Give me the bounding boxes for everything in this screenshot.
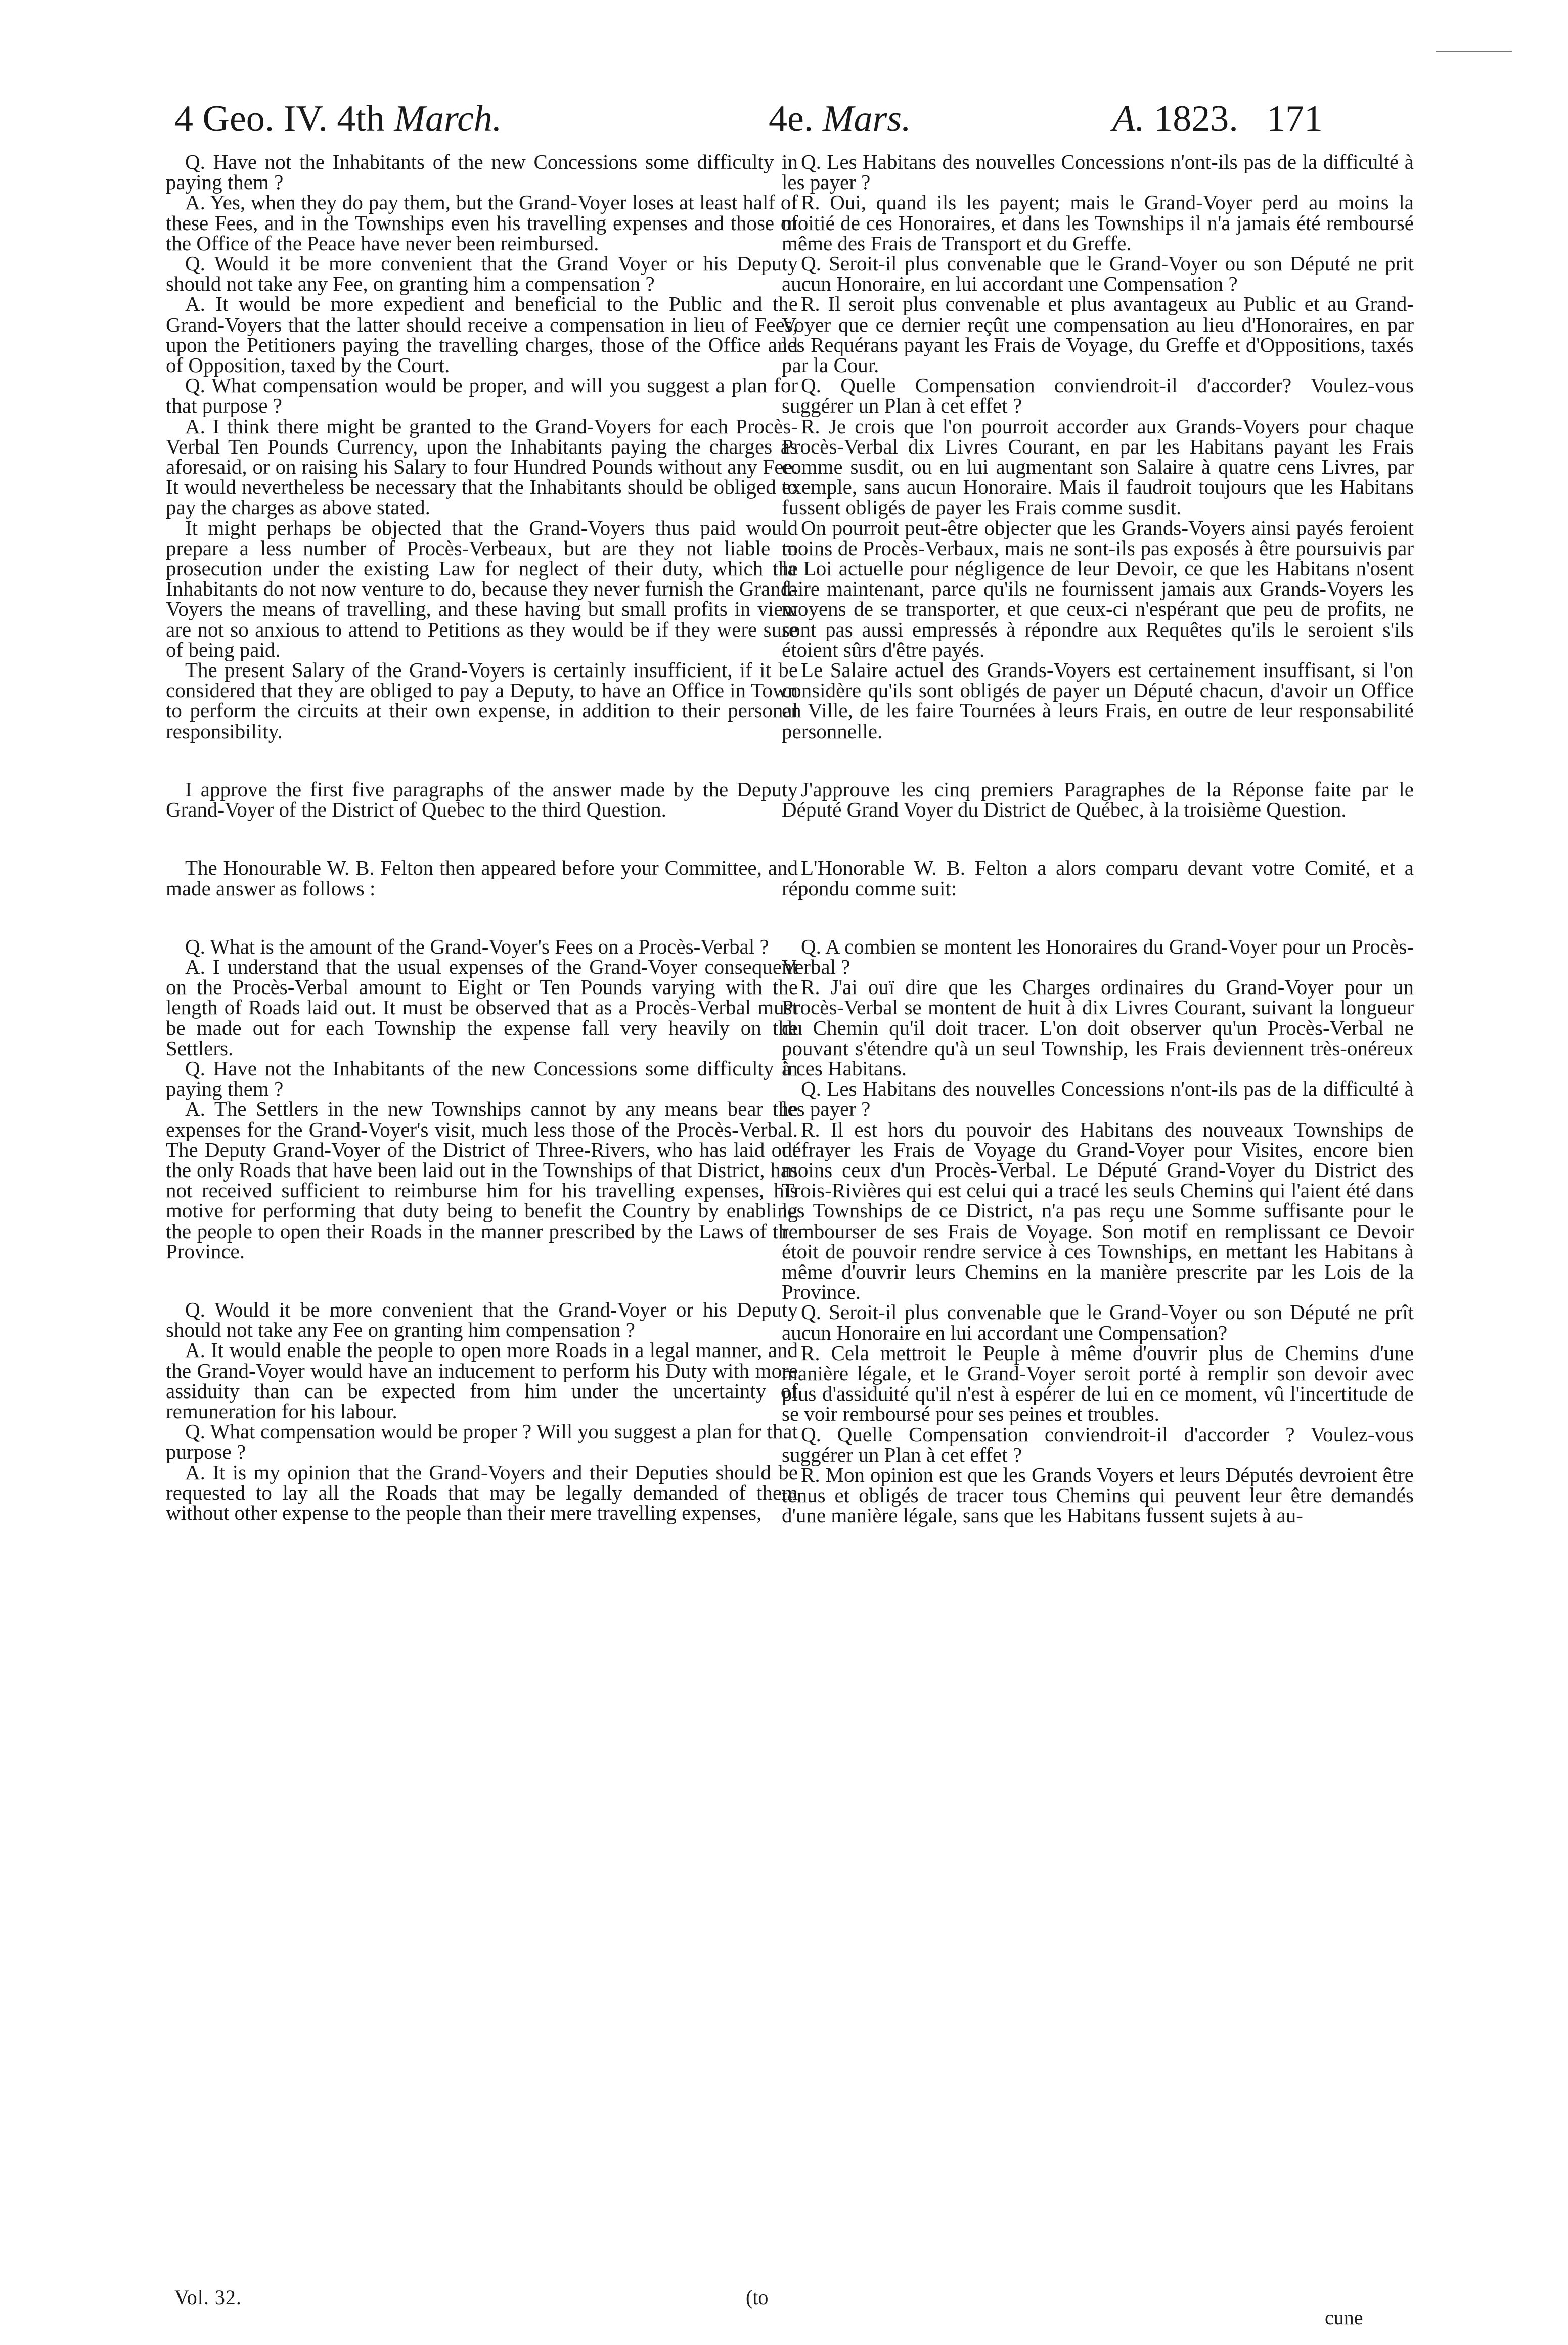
paragraph: The present Salary of the Grand-Voyers is certainly insufficient, if it be considered that they are obliged to pay a Deputy, to have an Office in Town to perform the circuits at their own expense, in addition to their personal responsibility. <box>166 658 798 743</box>
catchword-fr: cune <box>1325 2306 1363 2329</box>
paragraph: A. It would be more expedient and beneficial to the Public and the Grand-Voyers that the latter should receive a compensation in lieu of Fees, upon the Petitioners paying the travelling charges, those of the Office and of Opposition, taxed by the Court. <box>166 292 798 377</box>
paragraph: Q. What compensation would be proper, and will you suggest a plan for that purpose ? <box>166 374 798 418</box>
paragraph: R. Cela mettroit le Peuple à même d'ouvrir plus de Chemins d'une manière légale, et le Grand-Voyer seroit porté à remplir son devoir avec plus d'assiduité qu'il n'est à espérer de lui en ce moment, vû l'incertitude de se voir remboursé pour ses peines et troubles. <box>782 1341 1414 1426</box>
paragraph: Q. Have not the Inhabitants of the new Concessions some difficulty in paying them ? <box>166 150 798 194</box>
paragraph: Q. Would it be more convenient that the Grand-Voyer or his Deputy should not take any Fee on granting him compensation ? <box>166 1297 798 1342</box>
paragraph: R. Il seroit plus convenable et plus avantageux au Public et au Grand-Voyer que ce dernier reçût une compensation au lieu d'Honoraires, en par les Requérans payant les Frais de Voyage, du Greffe et d'Oppositions, taxés par la Cour. <box>782 292 1414 377</box>
paragraph: Q. Would it be more convenient that the Grand Voyer or his Deputy should not take any Fee, on granting him a compensation ? <box>166 252 798 296</box>
header-left <box>174 99 502 139</box>
header-month-fr: Mars. <box>822 98 911 140</box>
paragraph: Q. Seroit-il plus convenable que le Grand-Voyer ou son Député ne prît aucun Honoraire en lui accordant une Compensation? <box>782 1300 1414 1344</box>
paragraph: Q. Les Habitans des nouvelles Concessions n'ont-ils pas de la difficulté à les payer ? <box>782 150 1414 194</box>
paragraph: R. Mon opinion est que les Grands Voyers et leurs Députés devroient être tenus et obligés de tracer tous Chemins qui peuvent leur être demandés d'une manière légale, sans que les Habitans fussent sujets à au- <box>782 1463 1414 1527</box>
paragraph: A. I understand that the usual expenses of the Grand-Voyer consequent on the Procès-Verbal amount to Eight or Ten Pounds varying with the length of Roads laid out. It must be observed that as a Procès-Verbal must be made out for each Township the expense fall very heavily on the Settlers. <box>166 955 798 1060</box>
paragraph: A. It would enable the people to open more Roads in a legal manner, and the Grand-Voyer would have an inducement to perform his Duty with more assiduity than can be expected from him under the uncertainty of remuneration for his labour. <box>166 1338 798 1423</box>
english-column <box>166 152 798 1523</box>
paragraph: Q. What is the amount of the Grand-Voyer's Fees on a Procès-Verbal ? <box>185 934 769 958</box>
paragraph: Q. Quelle Compensation conviendroit-il d'accorder ? Voulez-vous suggérer un Plan à cet effet ? <box>782 1422 1414 1466</box>
paragraph: R. J'ai ouï dire que les Charges ordinaires du Grand-Voyer pour un Procès-Verbal se montent de huit à dix Livres Courant, suivant la longueur du Chemin qu'il doit tracer. L'on doit observer qu'un Procès-Verbal ne pouvant s'étendre qu'à un seul Township, les Frais deviennent très-onéreux à ces Habitans. <box>782 975 1414 1080</box>
volume-number: Vol. 32. <box>174 2286 242 2309</box>
paragraph: R. Je crois que l'on pourroit accorder aux Grands-Voyers pour chaque Procès-Verbal dix Livres Courant, en par les Habitans payant les Frais comme susdit, ou en lui augmentant son Salaire à quatre cens Livres, par exemple, sans aucun Honoraire. Mais il faudroit toujours que les Habitans fussent obligés de payer les Frais comme susdit. <box>782 414 1414 519</box>
header-year-value: 1823. <box>1154 98 1238 140</box>
header-month-en: March. <box>394 98 502 140</box>
paragraph: On pourroit peut-être objecter que les Grands-Voyers ainsi payés feroient moins de Procès-Verbaux, mais ne sont-ils pas exposés à être poursuivis par la Loi actuelle pour négligence de leur Devoir, ce que les Habitans n'osent faire maintenant, parce qu'ils ne fournissent jamais aux Grands-Voyers les moyens de se transporter, et que ceux-ci n'espérant que peu de profits, ne sont pas aussi empressés à répondre aux Requêtes qu'ils le seroient s'ils étoient sûrs d'être payés. <box>782 516 1414 661</box>
paragraph: L'Honorable W. B. Felton a alors comparu devant votre Comité, et a répondu comme suit: <box>782 856 1414 900</box>
paragraph: Q. A combien se montent les Honoraires du Grand-Voyer pour un Procès-Verbal ? <box>782 934 1414 978</box>
paragraph: R. Oui, quand ils les payent; mais le Grand-Voyer perd au moins la moitié de ces Honoraires, et dans les Townships il n'a jamais été remboursé même des Frais de Transport et du Greffe. <box>782 191 1414 255</box>
header-year <box>1112 99 1238 139</box>
paragraph: A. It is my opinion that the Grand-Voyers and their Deputies should be requested to lay all the Roads that may be legally demanded of them without other expense to the people than their mere travelling expenses, <box>166 1460 798 1524</box>
paragraph: J'approuve les cinq premiers Paragraphes de la Réponse faite par le Député Grand Voyer du District de Québec, à la troisième Question. <box>782 777 1414 822</box>
header-year-prefix: A. <box>1112 98 1145 140</box>
paragraph: R. Il est hors du pouvoir des Habitans des nouveaux Townships de défrayer les Frais de Voyage du Grand-Voyer pour Visites, encore bien moins ceux d'un Procès-Verbal. Le Député Grand-Voyer du District des Trois-Rivières qui est celui qui a tracé les seuls Chemins qui l'aient été dans les Townships de ce District, n'a pas reçu une Somme suffisante pour le rembourser de ses Frais de Voyage. Son motif en remplissant ce Devoir étoit de pouvoir rendre service à ces Townships, en mettant les Habitans à même d'ouvrir leurs Chemins en la manière prescrite par les Lois de la Province. <box>782 1117 1414 1304</box>
catchword-en: (to <box>746 2286 769 2309</box>
paragraph: Q. Seroit-il plus convenable que le Grand-Voyer ou son Député ne prit aucun Honoraire, en lui accordant une Compensation ? <box>782 252 1414 296</box>
paragraph: A. I think there might be granted to the Grand-Voyers for each Procès-Verbal Ten Pounds Currency, upon the Inhabitants paying the charges as aforesaid, or on raising his Salary to four Hundred Pounds without any Fee. It would nevertheless be necessary that the Inhabitants should be obliged to pay the charges as above stated. <box>166 414 798 519</box>
paragraph: A. The Settlers in the new Townships cannot by any means bear the expenses for the Grand-Voyer's visit, much less those of the Procès-Verbal. The Deputy Grand-Voyer of the District of Three-Rivers, who has laid out the only Roads that have been laid out in the Townships of that District, has not received sufficient to reimburse him for his travelling expenses, his motive for performing that duty being to benefit the Country by enabling the people to open their Roads in the manner prescribed by the Laws of the Province. <box>166 1097 798 1263</box>
paragraph: Q. Have not the Inhabitants of the new Concessions some difficulty in paying them ? <box>166 1056 798 1101</box>
paragraph: Q. What compensation would be proper ? Will you suggest a plan for that purpose ? <box>166 1420 798 1464</box>
paragraph: Q. Quelle Compensation conviendroit-il d'accorder? Voulez-vous suggérer un Plan à cet effet ? <box>782 374 1414 418</box>
page-number: 171 <box>1267 98 1323 140</box>
top-rule <box>1436 51 1512 52</box>
header-day-fr: 4e. <box>769 98 814 140</box>
paragraph: Q. Les Habitans des nouvelles Concessions n'ont-ils pas de la difficulté à les payer ? <box>782 1077 1414 1121</box>
paragraph: I approve the first five paragraphs of the answer made by the Deputy Grand-Voyer of the District of Quebec to the third Question. <box>166 777 798 822</box>
header-regnal: 4 Geo. IV. 4th <box>174 98 385 140</box>
paragraph: It might perhaps be objected that the Grand-Voyers thus paid would prepare a less number of Procès-Verbeaux, but are they not liable to prosecution under the existing Law for neglect of their duty, which the Inhabitants do not now venture to do, because they never furnish the Grand-Voyers the means of travelling, and these having but small profits in view are not so anxious to attend to Petitions as they would be if they were sure of being paid. <box>166 516 798 661</box>
paragraph: The Honourable W. B. Felton then appeared before your Committee, and made answer as follows : <box>166 856 798 900</box>
header-center <box>769 99 911 139</box>
paragraph: A. Yes, when they do pay them, but the Grand-Voyer loses at least half of these Fees, and in the Townships even his travelling expenses and those of the Office of the Peace have never been reimbursed. <box>166 191 798 255</box>
paragraph: Le Salaire actuel des Grands-Voyers est certainement insuffisant, si l'on considère qu'ils sont obligés de payer un Député chacun, d'avoir un Office en Ville, de les faire Tournées à leurs Frais, en outre de leur responsabilité personnelle. <box>782 658 1414 743</box>
french-column <box>782 152 1414 1526</box>
